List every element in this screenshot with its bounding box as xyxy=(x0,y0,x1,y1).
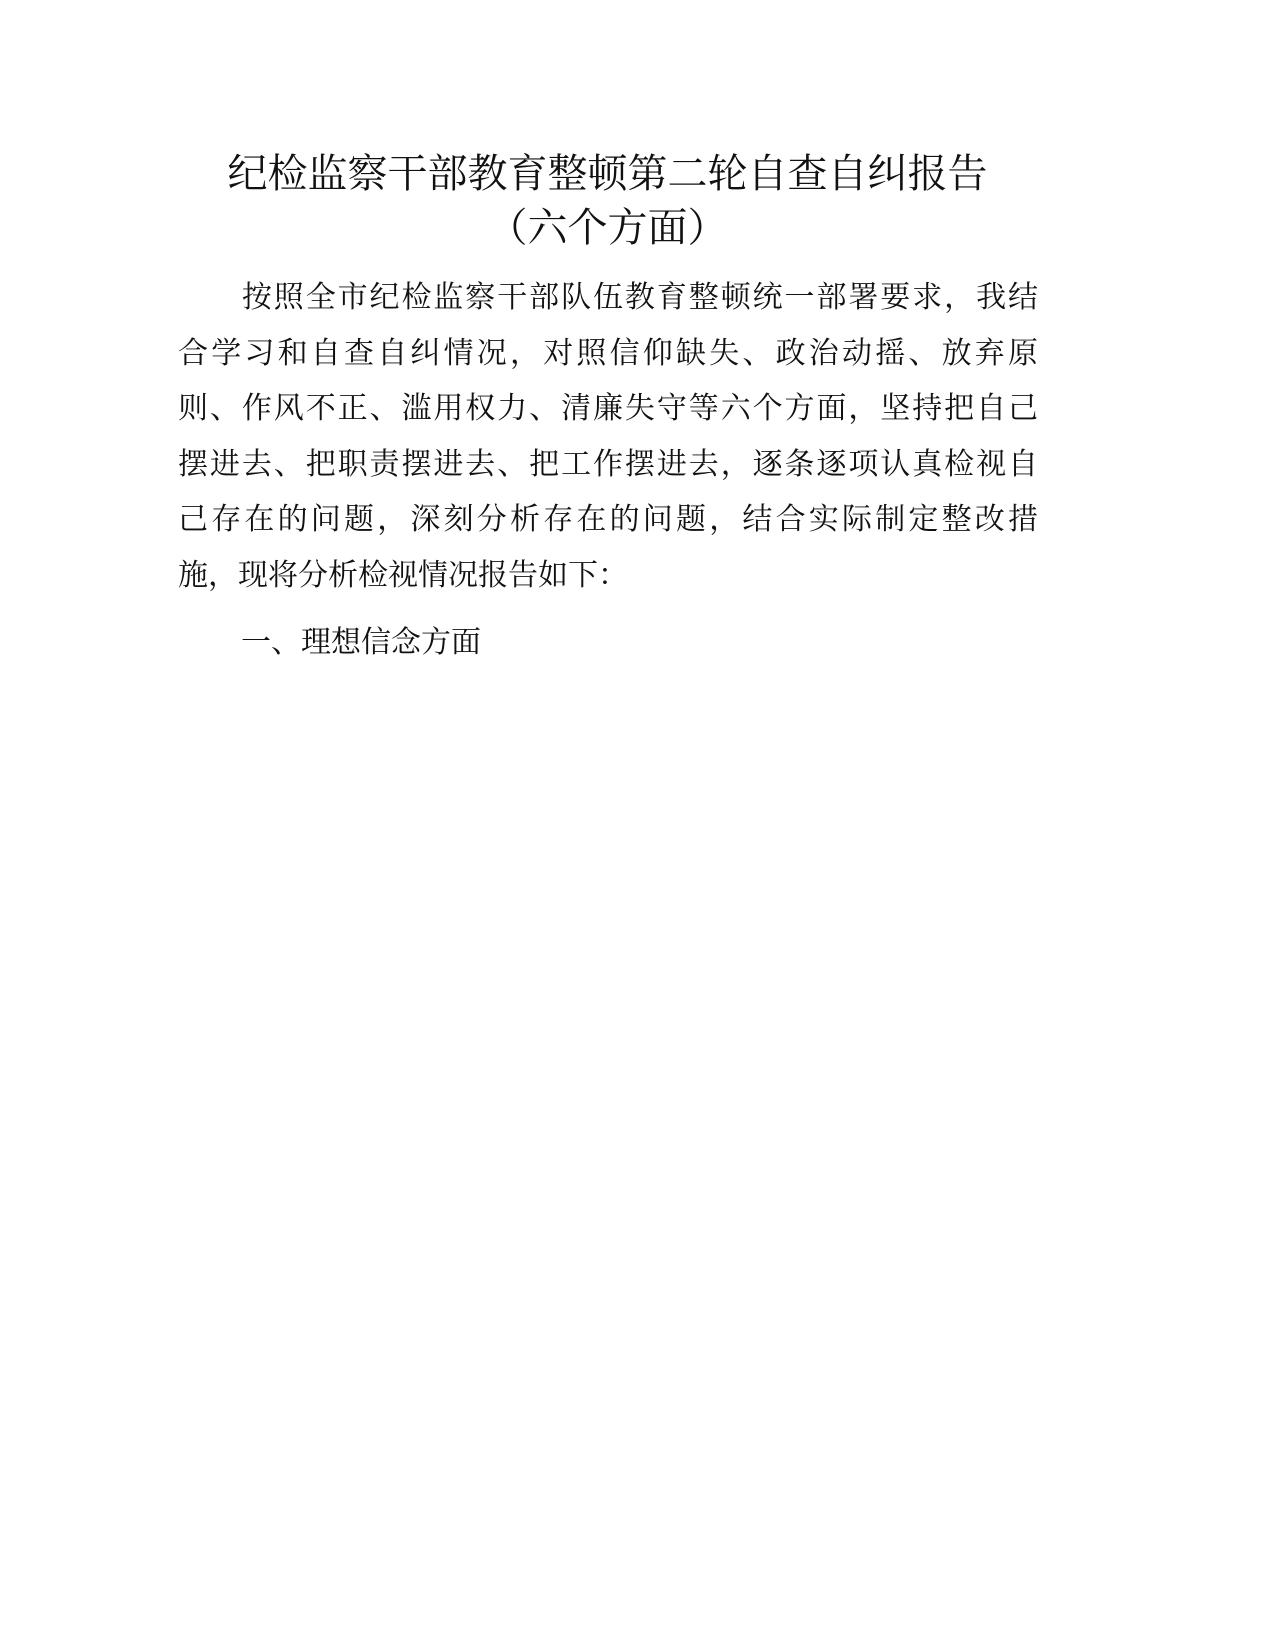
section-heading: 一、理想信念方面 xyxy=(241,625,481,660)
paragraph-line: 施，现将分析检视情况报告如下： xyxy=(178,558,628,593)
paragraph-line: 己存在的问题，深刻分析存在的问题，结合实际制定整改措 xyxy=(178,502,1038,537)
document-subtitle: （六个方面） xyxy=(487,205,728,251)
document-title: 纪检监察干部教育整顿第二轮自查自纠报告 xyxy=(227,151,988,197)
paragraph-line: 按照全市纪检监察干部队伍教育整顿统一部署要求，我结 xyxy=(178,280,1038,315)
paragraph-line: 则、作风不正、滥用权力、清廉失守等六个方面，坚持把自己 xyxy=(178,391,1038,426)
paragraph-line: 摆进去、把职责摆进去、把工作摆进去，逐条逐项认真检视自 xyxy=(178,447,1038,482)
paragraph-line: 合学习和自查自纠情况，对照信仰缺失、政治动摇、放弃原 xyxy=(178,336,1038,371)
